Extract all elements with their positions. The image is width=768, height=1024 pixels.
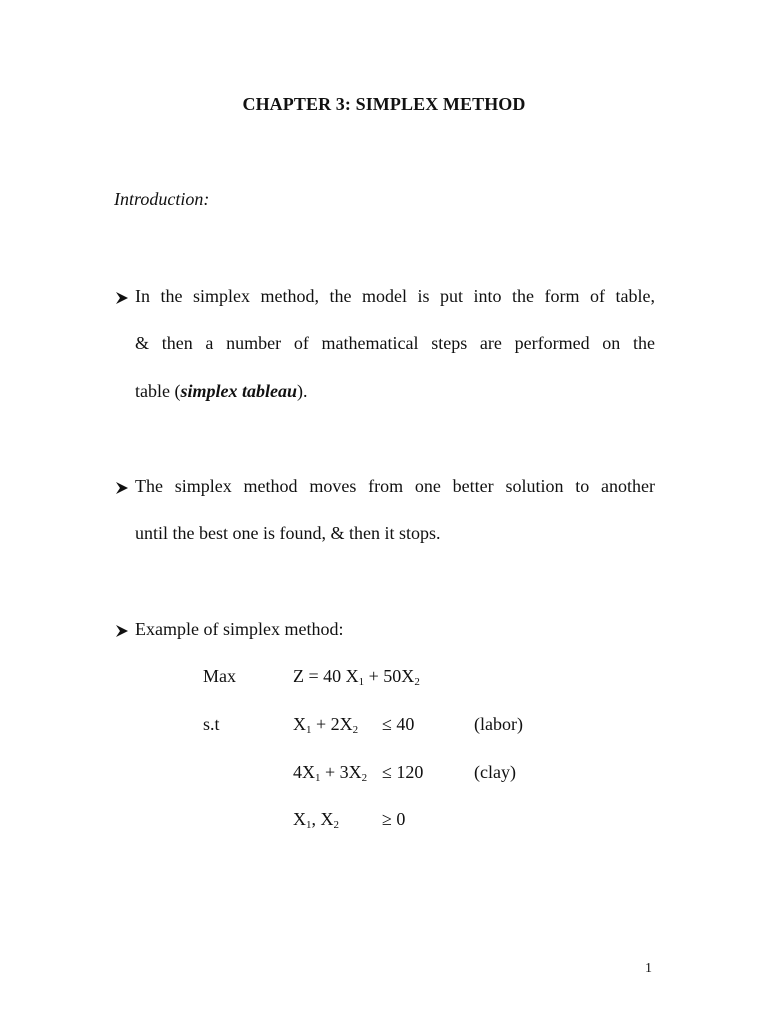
bullet-2-line-1: The simplex method moves from one better solution to another <box>135 476 655 496</box>
constraint-1-note: (labor) <box>474 714 523 734</box>
constraint-2-lhs <box>293 762 367 783</box>
bullet-2-line-2: until the best one is found, & then it stops. <box>135 523 441 543</box>
constraint-1-lhs <box>293 714 358 735</box>
arrowhead-bullet-icon <box>114 290 130 306</box>
chapter-title: CHAPTER 3: SIMPLEX METHOD <box>242 94 526 114</box>
page-number: 1 <box>645 961 652 976</box>
bullet-1-line-1: In the simplex method, the model is put into the form of table, <box>135 286 655 306</box>
term: + 3X <box>320 762 362 782</box>
subscript: 1 <box>306 724 312 736</box>
term: + 2X <box>311 714 353 734</box>
bullet-3-line-1: Example of simplex method: <box>135 619 344 639</box>
subscript: 1 <box>315 772 321 784</box>
term: , X <box>311 809 334 829</box>
nonnegativity-lhs <box>293 809 339 830</box>
subscript: 2 <box>333 819 339 831</box>
constraint-label: s.t <box>203 714 220 734</box>
subscript: 2 <box>352 724 359 736</box>
arrowhead-bullet-icon <box>114 480 130 496</box>
simplex-tableau-term: simplex tableau <box>180 381 297 401</box>
objective-function <box>293 666 420 687</box>
objective-label: Max <box>203 666 236 686</box>
bullet-1-line-2: & then a number of mathematical steps are performed on the <box>135 333 655 353</box>
bullet-1-line-3 <box>135 381 307 402</box>
subscript: 2 <box>414 676 420 688</box>
constraint-2-note: (clay) <box>474 762 516 782</box>
arrowhead-bullet-icon <box>114 623 130 639</box>
term: 4X <box>293 762 315 782</box>
constraint-2-rhs: ≤ 120 <box>382 762 424 782</box>
subscript: 1 <box>358 676 365 688</box>
term: X <box>293 809 306 829</box>
nonnegativity-rhs: ≥ 0 <box>382 809 406 829</box>
subscript: 2 <box>361 772 368 784</box>
objective-part: Z = 40 X <box>293 666 359 686</box>
term: X <box>293 714 306 734</box>
intro-heading: Introduction: <box>114 189 210 209</box>
bullet-1-line-3-end: ). <box>296 381 308 401</box>
subscript: 1 <box>306 819 312 831</box>
bullet-1-line-3-start: table ( <box>135 381 181 401</box>
objective-part: + 50X <box>364 666 415 686</box>
constraint-1-rhs: ≤ 40 <box>382 714 415 734</box>
